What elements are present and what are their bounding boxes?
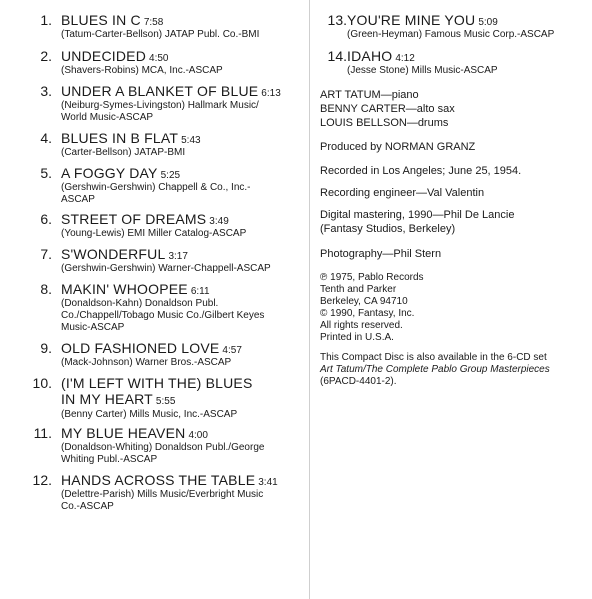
track-duration: 4:00 xyxy=(188,430,208,441)
track-credit: (Donaldson-Kahn) Donaldson Publ. Co./Chappell/Tobago Music Co./Gilbert Keyes Music-ASCAP xyxy=(61,298,265,333)
track-title: OLD FASHIONED LOVE 4:57 xyxy=(61,340,242,356)
track-duration: 6:11 xyxy=(190,286,210,297)
engineer-credit: Recording engineer—Val Valentin xyxy=(320,187,485,199)
track-duration: 5:25 xyxy=(160,170,181,181)
box-set-title: Art Tatum/The Complete Pablo Group Masterpieces xyxy=(320,364,550,375)
recording-info: Recorded in Los Angeles; June 25, 1954. xyxy=(320,165,522,177)
track-number: 14. xyxy=(327,48,347,64)
track-number: 2. xyxy=(40,48,52,64)
track-title: BLUES IN C 7:58 xyxy=(61,12,164,28)
copyright-line: All rights reserved. xyxy=(320,320,403,331)
track-title: HANDS ACROSS THE TABLE 3:41 xyxy=(61,472,278,488)
track-duration: 4:12 xyxy=(395,53,415,64)
personnel-line: LOUIS BELLSON—drums xyxy=(320,117,449,129)
track-number: 7. xyxy=(40,246,52,262)
track-number: 12. xyxy=(32,472,52,488)
track-number: 4. xyxy=(40,130,52,146)
track-credit: (Gershwin-Gershwin) Chappell & Co., Inc.- ASCAP xyxy=(61,182,251,205)
track-duration: 4:57 xyxy=(222,345,242,356)
track-title: UNDECIDED 4:50 xyxy=(61,48,169,64)
mastering-credit: Digital mastering, 1990—Phil De Lancie xyxy=(320,209,515,221)
track-title: IDAHO 4:12 xyxy=(347,48,415,64)
track-number: 8. xyxy=(40,281,52,297)
track-credit: (Green-Heyman) Famous Music Corp.-ASCAP xyxy=(347,29,555,40)
track-credit: (Mack-Johnson) Warner Bros.-ASCAP xyxy=(61,357,232,368)
track-title: S'WONDERFUL 3:17 xyxy=(61,246,188,262)
track-duration: 5:55 xyxy=(155,396,176,407)
track-number: 1. xyxy=(40,12,52,28)
track-credit: (Donaldson-Whiting) Donaldson Publ./George Whiting Publ.-ASCAP xyxy=(61,442,265,465)
track-credit: (Neiburg-Symes-Livingston) Hallmark Music/ World Music-ASCAP xyxy=(61,100,259,123)
track-number: 9. xyxy=(40,340,52,356)
track-credit: (Benny Carter) Mills Music, Inc.-ASCAP xyxy=(61,409,238,420)
photography-credit: Photography—Phil Stern xyxy=(320,248,442,260)
track-number: 6. xyxy=(40,211,52,227)
track-title: STREET OF DREAMS 3:49 xyxy=(61,211,229,227)
track-credit: (Tatum-Carter-Bellson) JATAP Publ. Co.-BMI xyxy=(61,29,260,40)
track-number: 13. xyxy=(327,12,347,28)
personnel-line: BENNY CARTER—alto sax xyxy=(320,103,455,115)
track-number: 10. xyxy=(32,375,52,391)
track-duration: 3:41 xyxy=(258,477,278,488)
track-duration: 3:49 xyxy=(209,216,229,227)
track-credit: (Carter-Bellson) JATAP-BMI xyxy=(61,147,186,158)
track-credit: (Young-Lewis) EMI Miller Catalog-ASCAP xyxy=(61,228,247,239)
track-duration: 5:09 xyxy=(478,17,498,28)
availability-note: This Compact Disc is also available in the 6-CD set xyxy=(320,352,547,363)
track-duration: 4:50 xyxy=(149,53,169,64)
copyright-line: © 1990, Fantasy, Inc. xyxy=(320,308,415,319)
copyright-line: Tenth and Parker xyxy=(320,284,397,295)
track-title: MY BLUE HEAVEN 4:00 xyxy=(61,425,208,441)
mastering-studio: (Fantasy Studios, Berkeley) xyxy=(320,223,456,235)
track-duration: 5:43 xyxy=(181,135,201,146)
track-title: (I'M LEFT WITH THE) BLUES IN MY HEART 5:55 xyxy=(61,375,253,407)
producer-credit: Produced by NORMAN GRANZ xyxy=(320,141,476,153)
track-title: YOU'RE MINE YOU 5:09 xyxy=(347,12,498,28)
copyright-line: Berkeley, CA 94710 xyxy=(320,296,408,307)
track-title: UNDER A BLANKET OF BLUE 6:13 xyxy=(61,83,281,99)
track-duration: 7:58 xyxy=(143,17,164,28)
track-title: BLUES IN B FLAT 5:43 xyxy=(61,130,201,146)
personnel-line: ART TATUM—piano xyxy=(320,89,419,101)
track-duration: 3:17 xyxy=(168,251,188,262)
track-credit: (Jesse Stone) Mills Music-ASCAP xyxy=(347,65,498,76)
track-credit: (Gershwin-Gershwin) Warner-Chappell-ASCAP xyxy=(61,263,271,274)
track-number: 3. xyxy=(40,83,52,99)
track-duration: 6:13 xyxy=(261,88,281,99)
track-credit: (Delettre-Parish) Mills Music/Everbright Music Co.-ASCAP xyxy=(61,489,264,512)
track-credit: (Shavers-Robins) MCA, Inc.-ASCAP xyxy=(61,65,223,76)
copyright-line: Printed in U.S.A. xyxy=(320,332,394,343)
column-divider xyxy=(309,0,310,599)
track-title: MAKIN' WHOOPEE 6:11 xyxy=(61,281,210,297)
track-number: 5. xyxy=(40,165,52,181)
catalog-number: (6PACD-4401-2). xyxy=(320,376,397,387)
track-title: A FOGGY DAY 5:25 xyxy=(61,165,181,181)
track-number: 11. xyxy=(33,425,52,441)
copyright-line: ℗ 1975, Pablo Records xyxy=(320,272,424,283)
